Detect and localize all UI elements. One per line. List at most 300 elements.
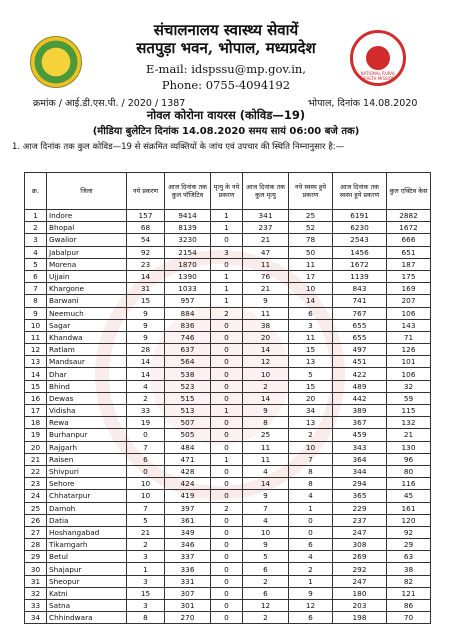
- cell-active-cases: 132: [387, 417, 431, 429]
- cell-new-recovered: 4: [289, 490, 333, 502]
- cell-new-recovered: 0: [289, 514, 333, 526]
- cell-new-deaths: 0: [211, 526, 243, 538]
- cell-active-cases: 2882: [387, 210, 431, 222]
- cell-new-cases: 1: [127, 563, 165, 575]
- cell-total-positive: 331: [165, 575, 211, 587]
- cell-new-cases: 54: [127, 234, 165, 246]
- cell-new-deaths: 0: [211, 551, 243, 563]
- cell-new-recovered: 7: [289, 453, 333, 465]
- cell-total-recovered: 367: [333, 417, 387, 429]
- nrhm-logo-text: NATIONAL RURAL HEALTH MISSION: [360, 71, 396, 81]
- cell-new-cases: 14: [127, 356, 165, 368]
- cell-new-cases: 14: [127, 368, 165, 380]
- cell-new-cases: 0: [127, 429, 165, 441]
- cell-total-deaths: 5: [243, 551, 289, 563]
- cell-active-cases: 116: [387, 478, 431, 490]
- table-row: [25, 307, 431, 319]
- cell-total-deaths: 4: [243, 514, 289, 526]
- cell-total-positive: 301: [165, 600, 211, 612]
- cell-district: Damoh: [47, 502, 127, 514]
- cell-total-recovered: 389: [333, 405, 387, 417]
- cell-serial: 33: [25, 600, 47, 612]
- cell-new-recovered: 10: [289, 441, 333, 453]
- cell-total-deaths: 12: [243, 600, 289, 612]
- cell-district: Indore: [47, 210, 127, 222]
- cell-total-positive: 337: [165, 551, 211, 563]
- table-row: [25, 319, 431, 331]
- table-row: [25, 331, 431, 343]
- cell-serial: 18: [25, 417, 47, 429]
- cell-total-positive: 507: [165, 417, 211, 429]
- table-row: [25, 270, 431, 282]
- cell-total-deaths: 9: [243, 295, 289, 307]
- cell-new-deaths: 0: [211, 465, 243, 477]
- cell-new-deaths: 0: [211, 514, 243, 526]
- cell-new-recovered: 17: [289, 270, 333, 282]
- cell-new-deaths: 0: [211, 429, 243, 441]
- cell-total-recovered: 308: [333, 539, 387, 551]
- cell-active-cases: 130: [387, 441, 431, 453]
- table-row: [25, 283, 431, 295]
- cell-serial: 4: [25, 246, 47, 258]
- cell-new-cases: 31: [127, 283, 165, 295]
- cell-total-deaths: 47: [243, 246, 289, 258]
- cell-total-recovered: 364: [333, 453, 387, 465]
- cell-active-cases: 80: [387, 465, 431, 477]
- cell-new-cases: 6: [127, 453, 165, 465]
- cell-total-recovered: 459: [333, 429, 387, 441]
- cell-total-positive: 397: [165, 502, 211, 514]
- cell-active-cases: 32: [387, 380, 431, 392]
- cell-serial: 26: [25, 514, 47, 526]
- table-row: [25, 551, 431, 563]
- cell-new-cases: 23: [127, 258, 165, 270]
- cell-new-cases: 9: [127, 319, 165, 331]
- cell-new-deaths: 0: [211, 575, 243, 587]
- cell-total-recovered: 203: [333, 600, 387, 612]
- cell-total-deaths: 14: [243, 392, 289, 404]
- cell-district: Mandsaur: [47, 356, 127, 368]
- cell-new-deaths: 0: [211, 319, 243, 331]
- cell-district: Satna: [47, 600, 127, 612]
- cell-total-positive: 515: [165, 392, 211, 404]
- cell-active-cases: 666: [387, 234, 431, 246]
- header-address: सतपुड़ा भवन, भोपाल, मध्यप्रदेश: [136, 39, 316, 57]
- cell-serial: 12: [25, 344, 47, 356]
- cell-new-recovered: 2: [289, 429, 333, 441]
- cell-district: Dhar: [47, 368, 127, 380]
- cell-new-deaths: 0: [211, 331, 243, 343]
- table-row: [25, 356, 431, 368]
- header-district: जिला: [47, 173, 127, 210]
- table-row: [25, 380, 431, 392]
- cell-total-recovered: 1672: [333, 258, 387, 270]
- cell-total-positive: 637: [165, 344, 211, 356]
- cell-total-deaths: 76: [243, 270, 289, 282]
- cell-total-deaths: 237: [243, 222, 289, 234]
- cell-total-recovered: 655: [333, 331, 387, 343]
- cell-serial: 11: [25, 331, 47, 343]
- cell-new-deaths: 0: [211, 563, 243, 575]
- cell-new-deaths: 1: [211, 453, 243, 465]
- cell-new-deaths: 0: [211, 417, 243, 429]
- cell-new-recovered: 5: [289, 368, 333, 380]
- cell-active-cases: 71: [387, 331, 431, 343]
- cell-new-deaths: 1: [211, 295, 243, 307]
- cell-total-recovered: 294: [333, 478, 387, 490]
- cell-total-deaths: 38: [243, 319, 289, 331]
- cell-new-recovered: 8: [289, 478, 333, 490]
- cell-total-recovered: 451: [333, 356, 387, 368]
- cell-new-recovered: 52: [289, 222, 333, 234]
- cell-total-recovered: 6230: [333, 222, 387, 234]
- cell-total-recovered: 741: [333, 295, 387, 307]
- cell-total-positive: 884: [165, 307, 211, 319]
- cell-new-cases: 15: [127, 587, 165, 599]
- cell-total-recovered: 1456: [333, 246, 387, 258]
- cell-new-deaths: 2: [211, 307, 243, 319]
- cell-total-positive: 336: [165, 563, 211, 575]
- cell-serial: 24: [25, 490, 47, 502]
- cell-total-deaths: 20: [243, 331, 289, 343]
- header-email: E-mail: idspssu@mp.gov.in,: [146, 62, 306, 76]
- cell-total-recovered: 442: [333, 392, 387, 404]
- cell-new-deaths: 0: [211, 344, 243, 356]
- table-row: [25, 526, 431, 538]
- cell-active-cases: 106: [387, 307, 431, 319]
- cell-total-deaths: 11: [243, 441, 289, 453]
- cell-new-recovered: 6: [289, 307, 333, 319]
- cell-new-deaths: 2: [211, 502, 243, 514]
- cell-new-cases: 10: [127, 490, 165, 502]
- cell-total-recovered: 2543: [333, 234, 387, 246]
- table-row: [25, 465, 431, 477]
- cell-total-positive: 1390: [165, 270, 211, 282]
- table-row: [25, 368, 431, 380]
- cell-new-cases: 2: [127, 392, 165, 404]
- cell-new-deaths: 3: [211, 246, 243, 258]
- cell-total-positive: 428: [165, 465, 211, 477]
- cell-serial: 28: [25, 539, 47, 551]
- reference-date: भोपाल, दिनांक 14.08.2020: [308, 98, 418, 109]
- cell-new-recovered: 12: [289, 600, 333, 612]
- cell-total-positive: 361: [165, 514, 211, 526]
- cell-district: Neemuch: [47, 307, 127, 319]
- cell-total-recovered: 247: [333, 575, 387, 587]
- cell-new-cases: 9: [127, 331, 165, 343]
- cell-active-cases: 86: [387, 600, 431, 612]
- cell-new-recovered: 78: [289, 234, 333, 246]
- table-row: [25, 441, 431, 453]
- table-row: [25, 587, 431, 599]
- header-total-positive: आज दिनांक तक कुल पॉजिटिव: [165, 173, 211, 210]
- cell-new-deaths: 0: [211, 380, 243, 392]
- cell-new-recovered: 6: [289, 612, 333, 624]
- cell-district: Morena: [47, 258, 127, 270]
- cell-total-positive: 513: [165, 405, 211, 417]
- cell-serial: 9: [25, 307, 47, 319]
- cell-total-recovered: 269: [333, 551, 387, 563]
- cell-new-deaths: 0: [211, 612, 243, 624]
- cell-serial: 2: [25, 222, 47, 234]
- table-row: [25, 539, 431, 551]
- cell-district: Betul: [47, 551, 127, 563]
- cell-serial: 29: [25, 551, 47, 563]
- cell-district: Hoshangabad: [47, 526, 127, 538]
- cell-total-recovered: 422: [333, 368, 387, 380]
- cell-new-recovered: 20: [289, 392, 333, 404]
- cell-new-recovered: 13: [289, 356, 333, 368]
- cell-new-cases: 0: [127, 465, 165, 477]
- cell-serial: 25: [25, 502, 47, 514]
- cell-new-deaths: 1: [211, 405, 243, 417]
- cell-total-deaths: 8: [243, 417, 289, 429]
- cell-total-positive: 538: [165, 368, 211, 380]
- cell-new-cases: 14: [127, 270, 165, 282]
- cell-total-deaths: 14: [243, 478, 289, 490]
- cell-district: Sheopur: [47, 575, 127, 587]
- cell-district: Khargone: [47, 283, 127, 295]
- cell-active-cases: 161: [387, 502, 431, 514]
- cell-new-recovered: 11: [289, 258, 333, 270]
- cell-new-deaths: 0: [211, 392, 243, 404]
- cell-total-positive: 3230: [165, 234, 211, 246]
- cell-total-recovered: 237: [333, 514, 387, 526]
- cell-serial: 5: [25, 258, 47, 270]
- cell-active-cases: 121: [387, 587, 431, 599]
- cell-new-recovered: 13: [289, 417, 333, 429]
- table-row: [25, 210, 431, 222]
- header-total-deaths: आज दिनांक तक कुल मृत्यु: [243, 173, 289, 210]
- cell-new-deaths: 0: [211, 368, 243, 380]
- cell-total-recovered: 767: [333, 307, 387, 319]
- cell-total-recovered: 247: [333, 526, 387, 538]
- cell-active-cases: 59: [387, 392, 431, 404]
- header-active-cases: कुल एक्टिव केस: [387, 173, 431, 210]
- cell-district: Sagar: [47, 319, 127, 331]
- cell-active-cases: 70: [387, 612, 431, 624]
- cell-serial: 15: [25, 380, 47, 392]
- cell-new-recovered: 15: [289, 380, 333, 392]
- cell-new-recovered: 2: [289, 563, 333, 575]
- cell-total-deaths: 11: [243, 453, 289, 465]
- cell-total-deaths: 21: [243, 283, 289, 295]
- intro-paragraph: 1. आज दिनांक तक कुल कोविड—19 से संक्रमित व्यक्तियों के जांच एवं उपचार की स्थिति निम्नानुसार है:—: [12, 142, 345, 152]
- table-row: [25, 612, 431, 624]
- cell-active-cases: 21: [387, 429, 431, 441]
- cell-total-deaths: 21: [243, 234, 289, 246]
- cell-active-cases: 63: [387, 551, 431, 563]
- cell-serial: 22: [25, 465, 47, 477]
- cell-new-deaths: 0: [211, 490, 243, 502]
- cell-total-recovered: 6191: [333, 210, 387, 222]
- cell-district: Rewa: [47, 417, 127, 429]
- cell-total-positive: 424: [165, 478, 211, 490]
- cell-new-recovered: 25: [289, 210, 333, 222]
- table-row: [25, 258, 431, 270]
- cell-total-recovered: 497: [333, 344, 387, 356]
- cell-active-cases: 120: [387, 514, 431, 526]
- cell-serial: 1: [25, 210, 47, 222]
- cell-serial: 23: [25, 478, 47, 490]
- cell-new-recovered: 8: [289, 465, 333, 477]
- cell-new-cases: 33: [127, 405, 165, 417]
- cell-new-cases: 3: [127, 575, 165, 587]
- cell-total-positive: 346: [165, 539, 211, 551]
- cell-active-cases: 143: [387, 319, 431, 331]
- table-row: [25, 490, 431, 502]
- cell-total-deaths: 341: [243, 210, 289, 222]
- cell-serial: 21: [25, 453, 47, 465]
- cell-new-deaths: 0: [211, 441, 243, 453]
- cell-new-cases: 21: [127, 526, 165, 538]
- cell-new-deaths: 0: [211, 356, 243, 368]
- cell-serial: 17: [25, 405, 47, 417]
- cell-total-deaths: 12: [243, 356, 289, 368]
- cell-total-recovered: 365: [333, 490, 387, 502]
- cell-new-cases: 28: [127, 344, 165, 356]
- cell-serial: 20: [25, 441, 47, 453]
- cell-new-cases: 15: [127, 295, 165, 307]
- cell-district: Shajapur: [47, 563, 127, 575]
- table-row: [25, 234, 431, 246]
- header-new-deaths: मृत्यु के नये प्रकरण: [211, 173, 243, 210]
- bulletin-subtitle: (मीडिया बुलेटिन दिनांक 14.08.2020 समय सायं 06:00 बजे तक): [92, 126, 360, 137]
- cell-district: Raisen: [47, 453, 127, 465]
- cell-total-positive: 746: [165, 331, 211, 343]
- cell-total-positive: 9414: [165, 210, 211, 222]
- cell-serial: 3: [25, 234, 47, 246]
- cell-active-cases: 45: [387, 490, 431, 502]
- cell-new-recovered: 34: [289, 405, 333, 417]
- cell-total-deaths: 9: [243, 539, 289, 551]
- cell-new-cases: 7: [127, 502, 165, 514]
- cell-active-cases: 187: [387, 258, 431, 270]
- table-row: [25, 478, 431, 490]
- cell-total-positive: 836: [165, 319, 211, 331]
- cell-serial: 7: [25, 283, 47, 295]
- cell-active-cases: 169: [387, 283, 431, 295]
- cell-total-positive: 471: [165, 453, 211, 465]
- cell-district: Tikamgarh: [47, 539, 127, 551]
- cell-total-positive: 8139: [165, 222, 211, 234]
- cell-total-deaths: 14: [243, 344, 289, 356]
- cell-total-recovered: 180: [333, 587, 387, 599]
- header-total-recovered: आज दिनांक तक स्वस्थ हुये प्रकरण: [333, 173, 387, 210]
- cell-total-deaths: 6: [243, 587, 289, 599]
- cell-active-cases: 96: [387, 453, 431, 465]
- header-new-recovered: नये स्वस्थ हुये प्रकरण: [289, 173, 333, 210]
- cell-serial: 34: [25, 612, 47, 624]
- cell-serial: 31: [25, 575, 47, 587]
- cell-total-positive: 270: [165, 612, 211, 624]
- cell-total-recovered: 843: [333, 283, 387, 295]
- cell-total-recovered: 344: [333, 465, 387, 477]
- cell-total-deaths: 6: [243, 563, 289, 575]
- reference-number: क्रमांक / आई.डी.एस.पी. / 2020 / 1387: [33, 98, 186, 109]
- table-row: [25, 429, 431, 441]
- cell-new-deaths: 0: [211, 234, 243, 246]
- cell-new-cases: 3: [127, 551, 165, 563]
- cell-new-cases: 92: [127, 246, 165, 258]
- cell-new-recovered: 14: [289, 295, 333, 307]
- cell-new-recovered: 1: [289, 502, 333, 514]
- cell-serial: 14: [25, 368, 47, 380]
- cell-new-deaths: 0: [211, 478, 243, 490]
- header-org-name: संचालनालय स्वास्थ्य सेवायें: [153, 21, 299, 39]
- cell-district: Gwalior: [47, 234, 127, 246]
- cell-new-deaths: 1: [211, 283, 243, 295]
- table-row: [25, 344, 431, 356]
- cell-total-positive: 957: [165, 295, 211, 307]
- cell-district: Shivpuri: [47, 465, 127, 477]
- cell-new-cases: 8: [127, 612, 165, 624]
- cell-total-deaths: 2: [243, 575, 289, 587]
- cell-serial: 16: [25, 392, 47, 404]
- cell-total-positive: 523: [165, 380, 211, 392]
- cell-district: Jabalpur: [47, 246, 127, 258]
- cell-new-deaths: 0: [211, 539, 243, 551]
- cell-new-cases: 10: [127, 478, 165, 490]
- cell-district: Khandwa: [47, 331, 127, 343]
- cell-new-cases: 9: [127, 307, 165, 319]
- cell-new-recovered: 1: [289, 575, 333, 587]
- cell-serial: 10: [25, 319, 47, 331]
- cell-new-recovered: 0: [289, 526, 333, 538]
- cell-serial: 32: [25, 587, 47, 599]
- cell-new-deaths: 1: [211, 210, 243, 222]
- cell-total-deaths: 25: [243, 429, 289, 441]
- cell-total-recovered: 343: [333, 441, 387, 453]
- cell-total-recovered: 1139: [333, 270, 387, 282]
- cell-new-recovered: 6: [289, 539, 333, 551]
- cell-active-cases: 126: [387, 344, 431, 356]
- table-row: [25, 392, 431, 404]
- bulletin-title: नोवल कोरोना वायरस (कोविड—19): [146, 108, 306, 122]
- header-new-cases: नये प्रकरण: [127, 173, 165, 210]
- table-row: [25, 453, 431, 465]
- cell-total-deaths: 4: [243, 465, 289, 477]
- cell-total-positive: 2154: [165, 246, 211, 258]
- cell-total-deaths: 2: [243, 612, 289, 624]
- cell-total-deaths: 10: [243, 526, 289, 538]
- cell-active-cases: 29: [387, 539, 431, 551]
- cell-new-cases: 4: [127, 380, 165, 392]
- cell-new-recovered: 9: [289, 587, 333, 599]
- cell-total-deaths: 10: [243, 368, 289, 380]
- cell-total-positive: 484: [165, 441, 211, 453]
- cell-total-positive: 307: [165, 587, 211, 599]
- cell-total-positive: 349: [165, 526, 211, 538]
- header-serial: क्र.: [25, 173, 47, 210]
- cell-new-deaths: 0: [211, 600, 243, 612]
- cell-new-deaths: 0: [211, 258, 243, 270]
- cell-new-deaths: 1: [211, 270, 243, 282]
- cell-active-cases: 82: [387, 575, 431, 587]
- cell-total-deaths: 2: [243, 380, 289, 392]
- cell-district: Burhanpur: [47, 429, 127, 441]
- cell-district: Chhindwara: [47, 612, 127, 624]
- cell-total-recovered: 292: [333, 563, 387, 575]
- cell-new-cases: 19: [127, 417, 165, 429]
- cell-new-deaths: 0: [211, 587, 243, 599]
- cell-total-positive: 505: [165, 429, 211, 441]
- cell-new-cases: 7: [127, 441, 165, 453]
- cell-district: Bhind: [47, 380, 127, 392]
- cell-total-positive: 1033: [165, 283, 211, 295]
- cell-serial: 30: [25, 563, 47, 575]
- cell-new-recovered: 11: [289, 331, 333, 343]
